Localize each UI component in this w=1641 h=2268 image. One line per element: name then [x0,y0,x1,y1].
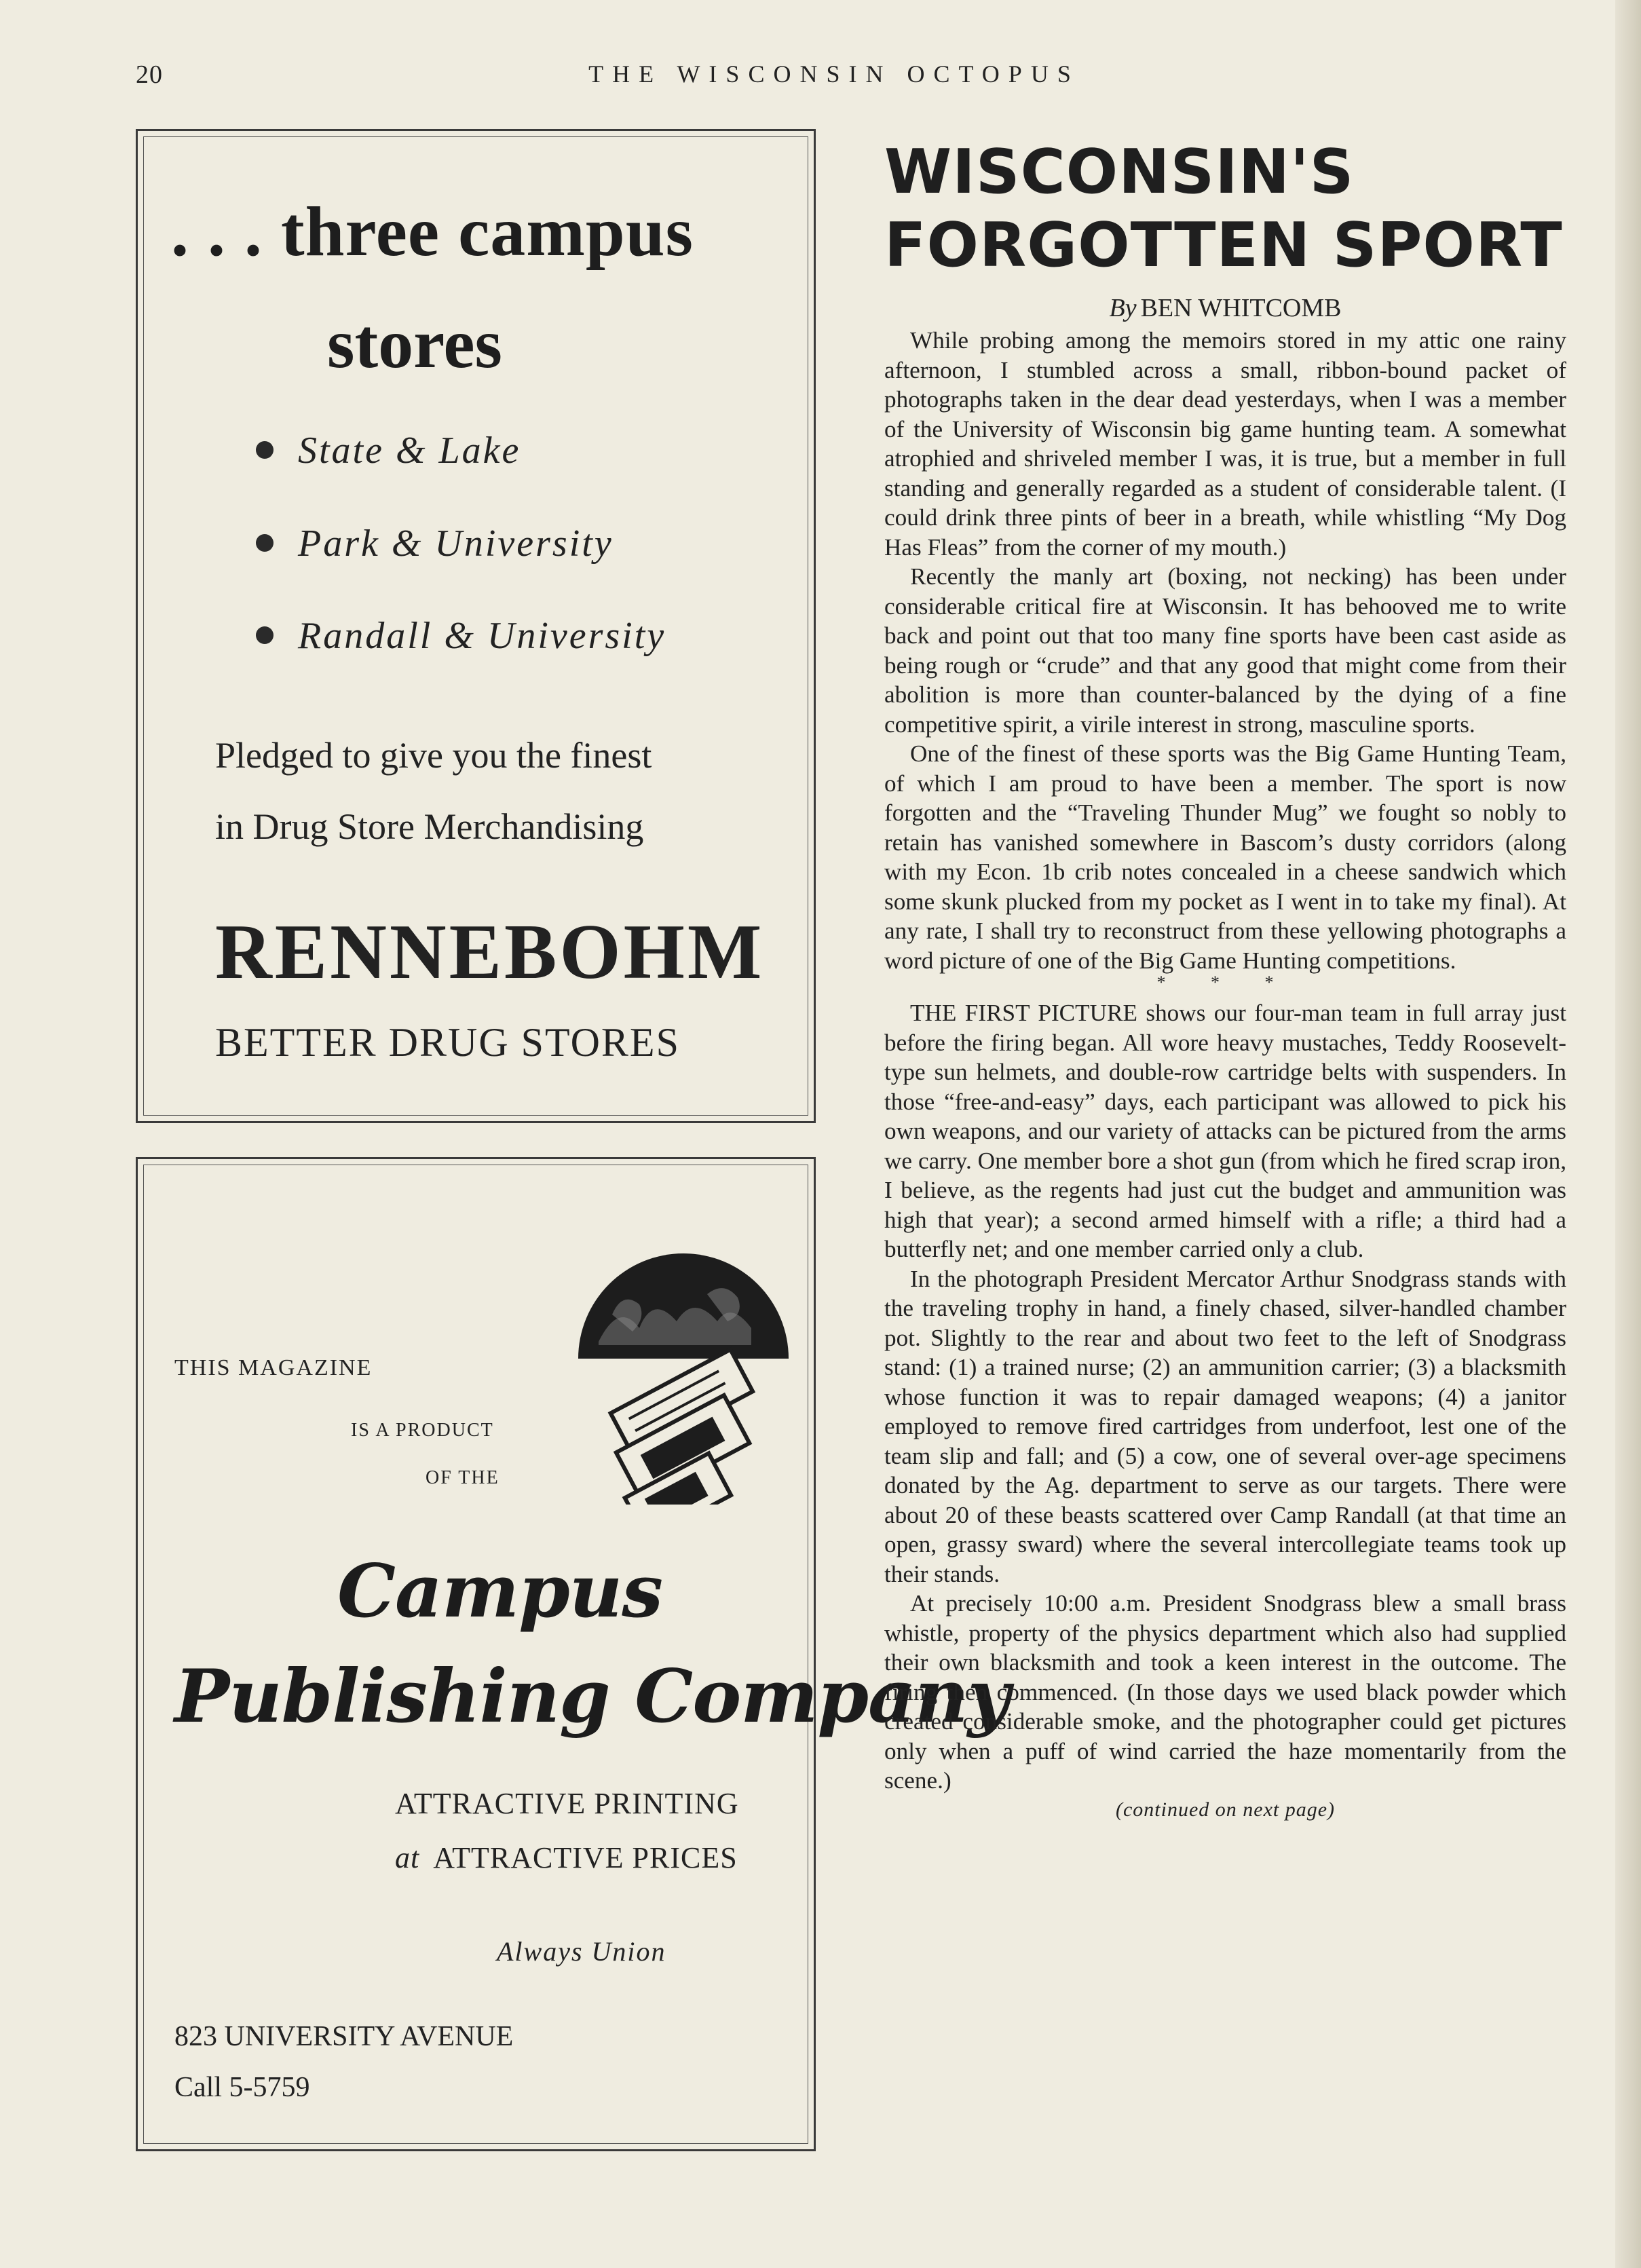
brand-subtitle: BETTER DRUG STORES [215,1020,680,1065]
tagline-at: at [395,1841,420,1874]
rennebohm-advertisement [136,129,816,1123]
article-paragraph: THE FIRST PICTURE shows our four-man team in full array just before the firing began. All wore heavy mustaches, Teddy Roosevelt-type sun helmets, and double-row cartridge belts with suspenders. In those “free-and-easy” days, each participant was allowed to pick his own weapons, and our variety of attacks can be pictured from the arms we carry. One member bore a shot gun (from which he fired scrap iron, I believe, as the regents had just cut the budget and ammunition was high that year); a second armed himself with a rifle; a third had a butterfly net; and one member carried only a club. [884,1000,1566,1262]
page-number: 20 [136,60,163,89]
article-paragraph: In the photograph President Mercator Arthur Snodgrass stands with the traveling trophy in hand, a finely chased, silver-handled chamber pot. Slightly to the rear and about two feet to the left of Snodgrass stand: (1) a trained nurse; (2) an ammunition carrier; (3) a blacksmith whose function it was to repair damaged weapons; (4) a janitor employed to remove fired cartridges from underfoot, lest one of the team slip and fall; and (5) a cow, one of several over-age specimens donated by the Ag. department to serve as our targets. There were about 20 of these beasts scattered over Camp Randall (at that time an open, grassy sward) where the several intercollegiate teams took up their stands. [884,1265,1566,1587]
bullet-icon [256,441,274,459]
store-item [256,614,666,658]
bullet-icon [256,626,274,644]
company-name-line1: Campus [337,1549,663,1634]
tagline-line1: ATTRACTIVE PRINTING [395,1787,739,1820]
tagline-prices: ATTRACTIVE PRICES [433,1841,738,1874]
article-body [884,326,1566,1796]
store-name: State & Lake [298,430,521,472]
campus-publishing-advertisement [136,1157,1010,2151]
store-name: Park & University [298,523,614,565]
article [884,136,1566,1821]
article-paragraph: At precisely 10:00 a.m. President Snodgrass blew a small brass whistle, property of the physics department which also had supplied their own blacksmith and took a keen interest in the outcome. The firing then commenced. (In those days we used black powder which created considerable smoke, and the photographer could get pictures only when a puff of wind carried the haze momentarily from the scene.) [884,1590,1566,1794]
bullet-icon [256,534,274,552]
article-paragraph: While probing among the memoirs stored in my attic one rainy afternoon, I stumbled across a small, ribbon-bound packet of photographs taken in the dear dead yesterdays, when I was a member of the University of Wisconsin big game hunting team. A somewhat atrophied and shriveled member I was, it is true, but a member in full standing and generally regarded as a student of considerable talent. (I could drink three pints of beer in a breath, while whistling “My Dog Has Fleas” from the corner of my mouth.) [884,327,1566,561]
store-item [256,522,614,565]
running-title: THE WISCONSIN OCTOPUS [588,60,1080,88]
byline-author: BEN WHITCOMB [1140,294,1342,322]
article-byline [884,293,1566,323]
company-name-line2: Publishing Company [174,1654,1010,1739]
article-title [884,136,1566,282]
ad-headline-line1: . . . three campus [171,193,694,271]
page-edge-shadow [1615,0,1641,2268]
ad-headline-line2: stores [327,305,503,383]
magazine-line2: IS A PRODUCT [351,1420,494,1441]
company-phone: Call 5-5759 [174,2072,310,2103]
magazine-line1: THIS MAGAZINE [174,1355,373,1380]
byline-by: By [1109,294,1137,322]
article-title-line2: FORGOTTEN SPORT [884,210,1563,281]
brand-name: RENNEBOHM [215,909,765,996]
article-paragraph: One of the finest of these sports was the Big Game Hunting Team, of which I am proud to have been a member. The sport is now forgotten and the “Traveling Thunder Mug” we fought so nobly to retain has vanished somewhere in Bascom’s dusty corridors (along with my Econ. 1b crib notes concealed in a cheese sandwich which some skunk plucked from my pocket as I went in to take my final). At any rate, I shall try to reconstruct from these yellowing photographs a word picture of one of the Big Game Hunting competitions. [884,740,1566,974]
pledge-line2: in Drug Store Merchandising [215,806,644,847]
printing-press-logo-icon [571,1233,795,1505]
page-header [0,60,1641,94]
pledge-line1: Pledged to give you the finest [215,735,652,776]
company-address: 823 UNIVERSITY AVENUE [174,2021,514,2052]
store-name: Randall & University [298,615,666,657]
article-paragraph: Recently the manly art (boxing, not necking) has been under considerable critical fire at Wisconsin. It has behooved me to write back and point out that too many fine sports have been cast aside as being rough or “crude” and that any good that might come from their abolition is more than counter-balanced by the dying of a fine competitive spirit, a virile interest in strong, masculine sports. [884,563,1566,738]
magazine-line3: OF THE [426,1467,499,1488]
tagline-line2 [395,1840,738,1875]
continued-notice: (continued on next page) [1115,1798,1336,1821]
ad-inner-border [143,1165,1010,2144]
article-title-line1: WISCONSIN'S [884,136,1355,208]
ad-inner-border [143,136,808,1116]
union-label: Always Union [497,1936,666,1967]
store-item [256,429,521,472]
section-separator: * * * [1156,972,1294,992]
